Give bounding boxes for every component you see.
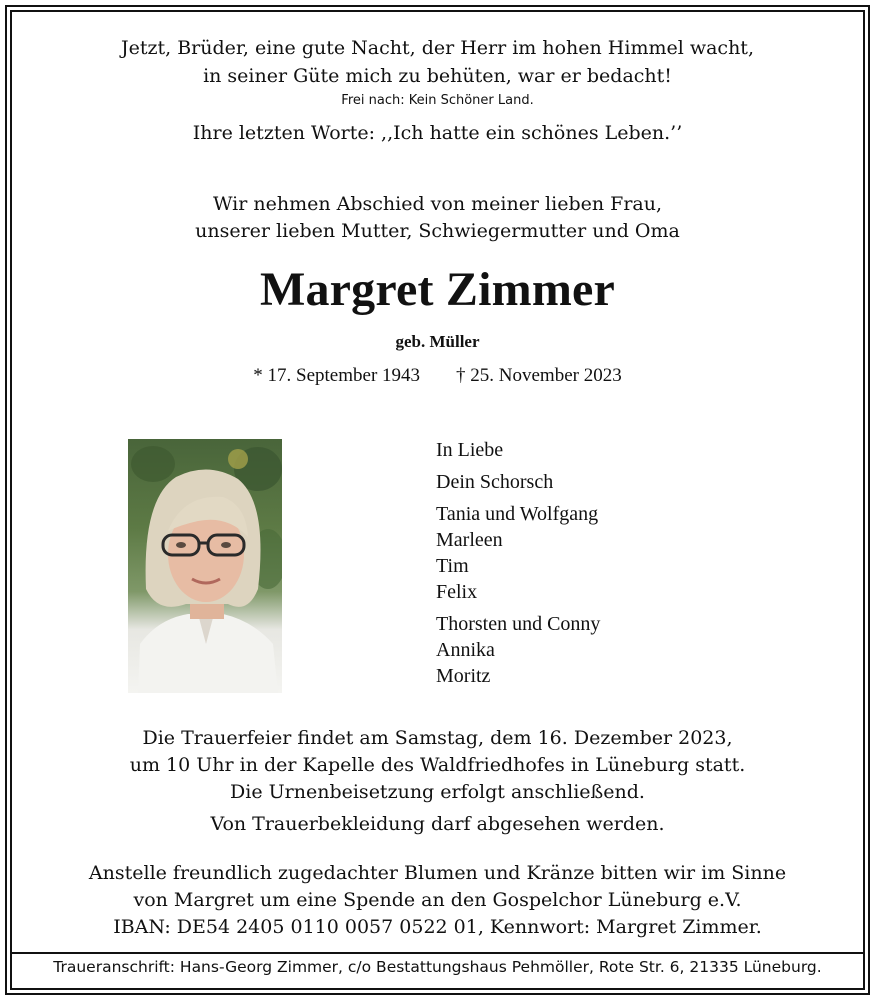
family-line: Moritz bbox=[436, 665, 491, 687]
family-line: Felix bbox=[436, 581, 478, 603]
family-line: In Liebe bbox=[436, 439, 504, 461]
verse-line-1: Jetzt, Brüder, eine gute Nacht, der Herr im hohen Himmel wacht, bbox=[121, 37, 754, 59]
family-line: Annika bbox=[436, 639, 495, 661]
family-line: Tim bbox=[436, 555, 469, 577]
birth-date: * 17. September 1943 bbox=[253, 365, 421, 386]
family-line: Thorsten und Conny bbox=[436, 613, 601, 635]
donation-line-3: IBAN: DE54 2405 0110 0057 0522 01, Kennwort: Margret Zimmer. bbox=[113, 916, 762, 938]
ceremony-line-1: Die Trauerfeier findet am Samstag, dem 16. Dezember 2023, bbox=[142, 727, 733, 749]
family-line: Dein Schorsch bbox=[436, 471, 554, 493]
ceremony-line-3: Die Urnenbeisetzung erfolgt anschließend. bbox=[230, 781, 645, 803]
portrait-photo bbox=[128, 439, 282, 693]
mourning-address: Traueranschrift: Hans-Georg Zimmer, c/o Bestattungshaus Pehmöller, Rote Str. 6, 21335 Lüneburg. bbox=[53, 958, 822, 976]
intro-line-2: unserer lieben Mutter, Schwiegermutter und Oma bbox=[195, 220, 680, 242]
birth-name: geb. Müller bbox=[395, 332, 480, 351]
deceased-name: Margret Zimmer bbox=[259, 263, 616, 316]
last-words: Ihre letzten Worte: ,,Ich hatte ein schönes Leben.’’ bbox=[192, 122, 683, 144]
life-dates bbox=[0, 365, 875, 387]
family-list bbox=[436, 437, 600, 689]
ceremony-line-4: Von Trauerbekleidung darf abgesehen werden. bbox=[210, 813, 665, 835]
intro-line-1: Wir nehmen Abschied von meiner lieben Frau, bbox=[212, 193, 663, 215]
ceremony-line-2: um 10 Uhr in der Kapelle des Waldfriedhofes in Lüneburg statt. bbox=[129, 754, 746, 776]
family-line: Tania und Wolfgang bbox=[436, 503, 599, 525]
footer-divider bbox=[12, 952, 863, 954]
donation-line-2: von Margret um eine Spende an den Gospelchor Lüneburg e.V. bbox=[133, 889, 742, 911]
verse-source: Frei nach: Kein Schöner Land. bbox=[341, 93, 534, 108]
verse-line-2: in seiner Güte mich zu behüten, war er bedacht! bbox=[203, 65, 672, 87]
donation-line-1: Anstelle freundlich zugedachter Blumen und Kränze bitten wir im Sinne bbox=[88, 862, 787, 884]
portrait-illustration bbox=[128, 439, 282, 693]
family-line: Marleen bbox=[436, 529, 503, 551]
death-date: † 25. November 2023 bbox=[456, 365, 622, 386]
